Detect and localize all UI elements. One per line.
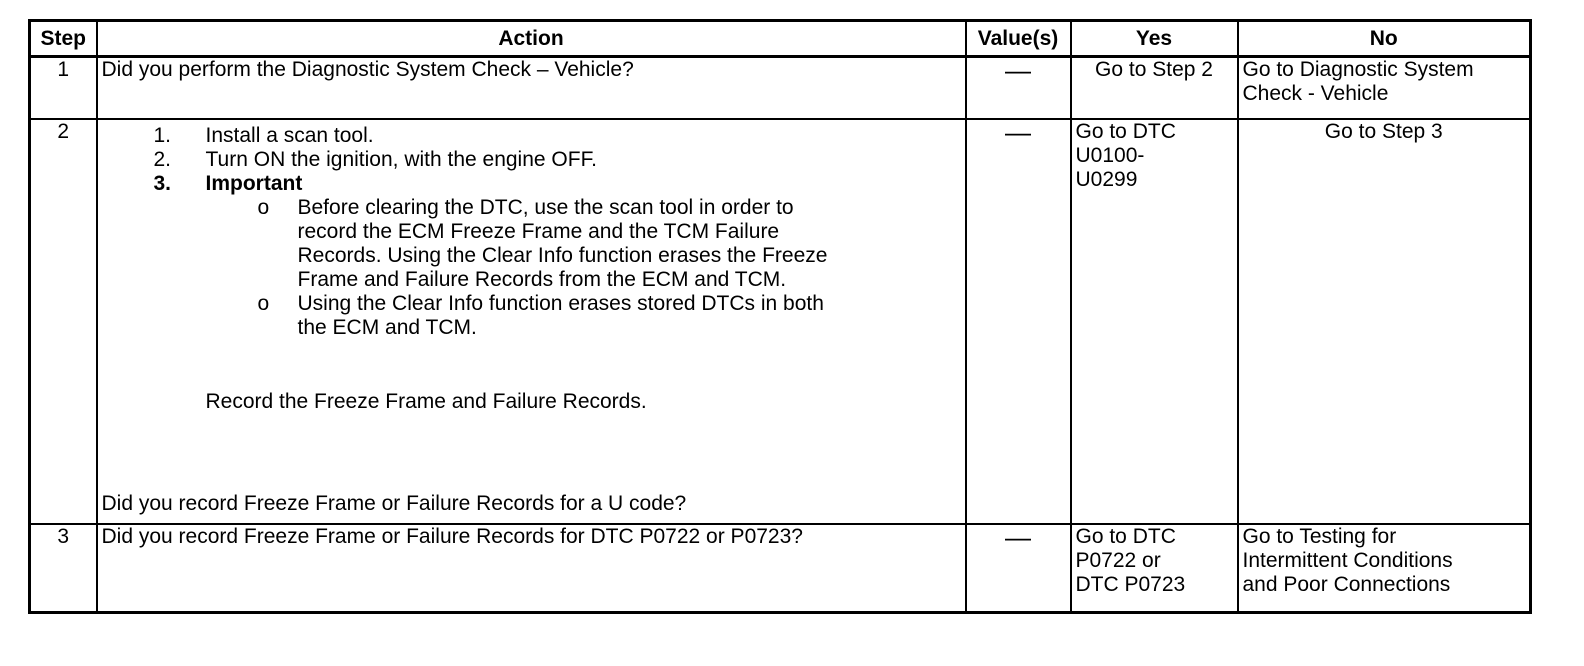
- action-cell: [97, 119, 966, 524]
- important-heading: Important: [205, 172, 303, 195]
- yes-cell: [1071, 57, 1238, 120]
- step-number: 1: [30, 57, 97, 120]
- instruction-list: [102, 124, 961, 340]
- header-row: [30, 21, 1531, 57]
- yes-text-line: U0100-: [1075, 144, 1145, 167]
- header-no: No: [1238, 21, 1531, 57]
- no-text-line: Check - Vehicle: [1242, 82, 1389, 105]
- record-instruction: Record the Freeze Frame and Failure Records.: [205, 390, 647, 413]
- no-text-line: Go to Diagnostic System: [1242, 58, 1474, 81]
- yes-text-line: DTC P0723: [1075, 573, 1186, 596]
- table-row: [30, 524, 1531, 613]
- no-text-line: and Poor Connections: [1242, 573, 1451, 596]
- step-number: 2: [30, 119, 97, 524]
- note-item: [206, 292, 961, 340]
- instruction-text: Turn ON the ignition, with the engine OFF.: [205, 148, 597, 171]
- bullet-icon: o: [257, 196, 270, 219]
- table-row: [30, 57, 1531, 120]
- diagnostic-table-container: [28, 19, 1532, 614]
- instruction-number: 2.: [153, 148, 172, 171]
- instruction-item: [102, 172, 961, 340]
- yes-text-line: Go to DTC: [1075, 120, 1176, 143]
- header-action: Action: [97, 21, 966, 57]
- action-cell: [97, 524, 966, 613]
- yes-text-line: P0722 or: [1075, 549, 1161, 572]
- value-cell: —: [966, 119, 1071, 524]
- no-cell: [1238, 524, 1531, 613]
- yes-cell: [1071, 119, 1238, 524]
- action-question: Did you perform the Diagnostic System Check – Vehicle?: [101, 58, 634, 81]
- note-line: Before clearing the DTC, use the scan tool in order to: [297, 196, 794, 219]
- instruction-item: [102, 148, 961, 172]
- value-cell: —: [966, 524, 1071, 613]
- diagnostic-table: [28, 19, 1532, 614]
- no-text: Go to Step 3: [1324, 120, 1443, 143]
- header-values: Value(s): [966, 21, 1071, 57]
- value-cell: —: [966, 57, 1071, 120]
- action-cell: [97, 57, 966, 120]
- table-row: [30, 119, 1531, 524]
- instruction-text: Install a scan tool.: [205, 124, 374, 147]
- important-notes: [206, 196, 961, 340]
- step-number: 3: [30, 524, 97, 613]
- header-yes: Yes: [1071, 21, 1238, 57]
- no-text-line: Go to Testing for: [1242, 525, 1397, 548]
- note-line: Using the Clear Info function erases stored DTCs in both: [297, 292, 824, 315]
- instruction-number: 1.: [153, 124, 172, 147]
- note-line: the ECM and TCM.: [297, 316, 477, 339]
- bullet-icon: o: [257, 292, 270, 315]
- header-step: Step: [30, 21, 97, 57]
- instruction-item: [102, 124, 961, 148]
- action-question: Did you record Freeze Frame or Failure Records for a U code?: [101, 492, 687, 515]
- yes-text: Go to Step 2: [1095, 58, 1213, 81]
- no-cell: [1238, 119, 1531, 524]
- no-text-line: Intermittent Conditions: [1242, 549, 1453, 572]
- yes-text-line: Go to DTC: [1075, 525, 1176, 548]
- note-line: Records. Using the Clear Info function erases the Freeze: [297, 244, 828, 267]
- no-cell: [1238, 57, 1531, 120]
- action-question: Did you record Freeze Frame or Failure Records for DTC P0722 or P0723?: [101, 525, 803, 548]
- note-line: record the ECM Freeze Frame and the TCM Failure: [297, 220, 780, 243]
- note-line: Frame and Failure Records from the ECM and TCM.: [297, 268, 787, 291]
- yes-cell: [1071, 524, 1238, 613]
- instruction-number: 3.: [153, 172, 172, 195]
- yes-text-line: U0299: [1075, 168, 1138, 191]
- note-item: [206, 196, 961, 292]
- action-block: [102, 120, 961, 516]
